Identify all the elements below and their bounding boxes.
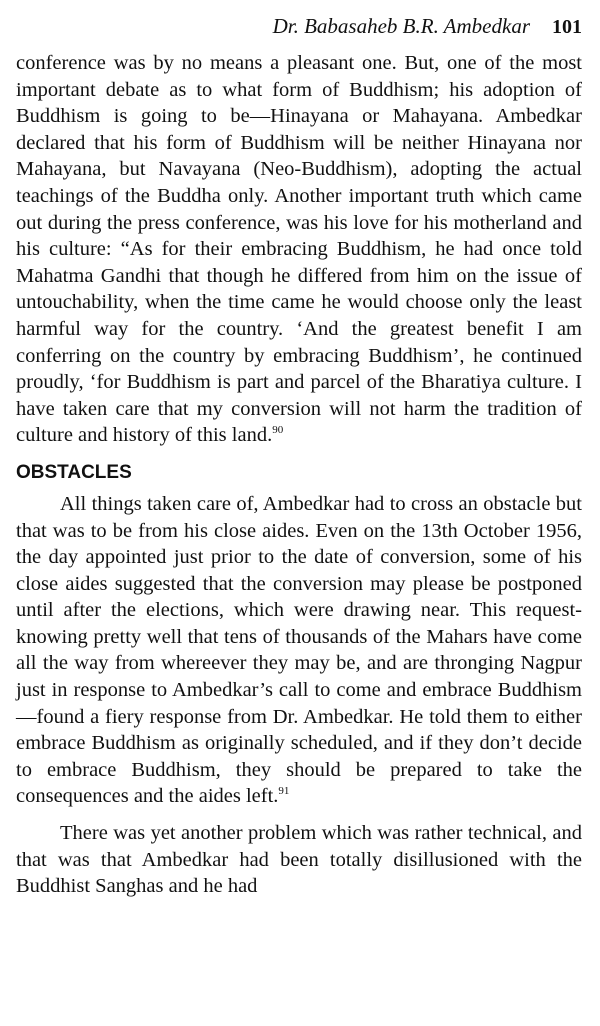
paragraph-3-text: There was yet another problem which was rather technical, and that was that Ambedkar had been totally disillusioned with the Buddhist Sanghas and he had <box>16 822 582 898</box>
page-number: 101 <box>552 16 582 38</box>
running-title: Dr. Babasaheb B.R. Ambedkar <box>272 14 530 38</box>
section-heading: OBSTACLES <box>16 461 132 483</box>
paragraph-2 <box>16 491 582 810</box>
paragraph-3 <box>16 820 582 900</box>
paragraph-1 <box>16 50 582 449</box>
paragraph-2-text: All things taken care of, Ambedkar had to cross an obstacle but that was to be from his close aides. Even on the 13th October 1956, the day appointed just prior to the date of conversion, some of his close aides suggested that the conversion may please be postponed until after the elections, which were drawing near. This request-knowing pretty well that tens of thousands of the Mahars have come all the way from whereever they may be, and are thronging Nagpur just in response to Ambedkar’s call to come and embrace Buddhism—found a fiery response from Dr. Ambedkar. He told them to either embrace Buddhism as originally scheduled, and if they don’t decide to embrace Buddhism, they should be prepared to take the consequences and the aides left. <box>16 492 582 808</box>
body-text <box>16 50 582 900</box>
footnote-ref-91: 91 <box>278 785 290 798</box>
paragraph-1-text: conference was by no means a pleasant one. But, one of the most important debate as to what form of Buddhism; his adoption of Buddhism is going to be—Hinayana or Mahayana. Ambedkar declared that his form of Buddhism will be neither Hinayana nor Mahayana, but Navayana (Neo-Buddhism), adopting the actual teachings of the Buddha only. Another important truth which came out during the press conference, was his love for his motherland and his culture: “As for their embracing Buddhism, he had once told Mahatma Gandhi that though he differed from him on the issue of untouchability, when the time came he would choose only the least harmful way for the country. ‘And the greatest benefit I am conferring on the country by embracing Buddhism’, he continued proudly, ‘for Buddhism is part and parcel of the Bharatiya culture. I have taken care that my conversion will not harm the tradition of culture and history of this land. <box>16 52 582 447</box>
running-header <box>16 14 582 50</box>
footnote-ref-90: 90 <box>272 424 284 437</box>
